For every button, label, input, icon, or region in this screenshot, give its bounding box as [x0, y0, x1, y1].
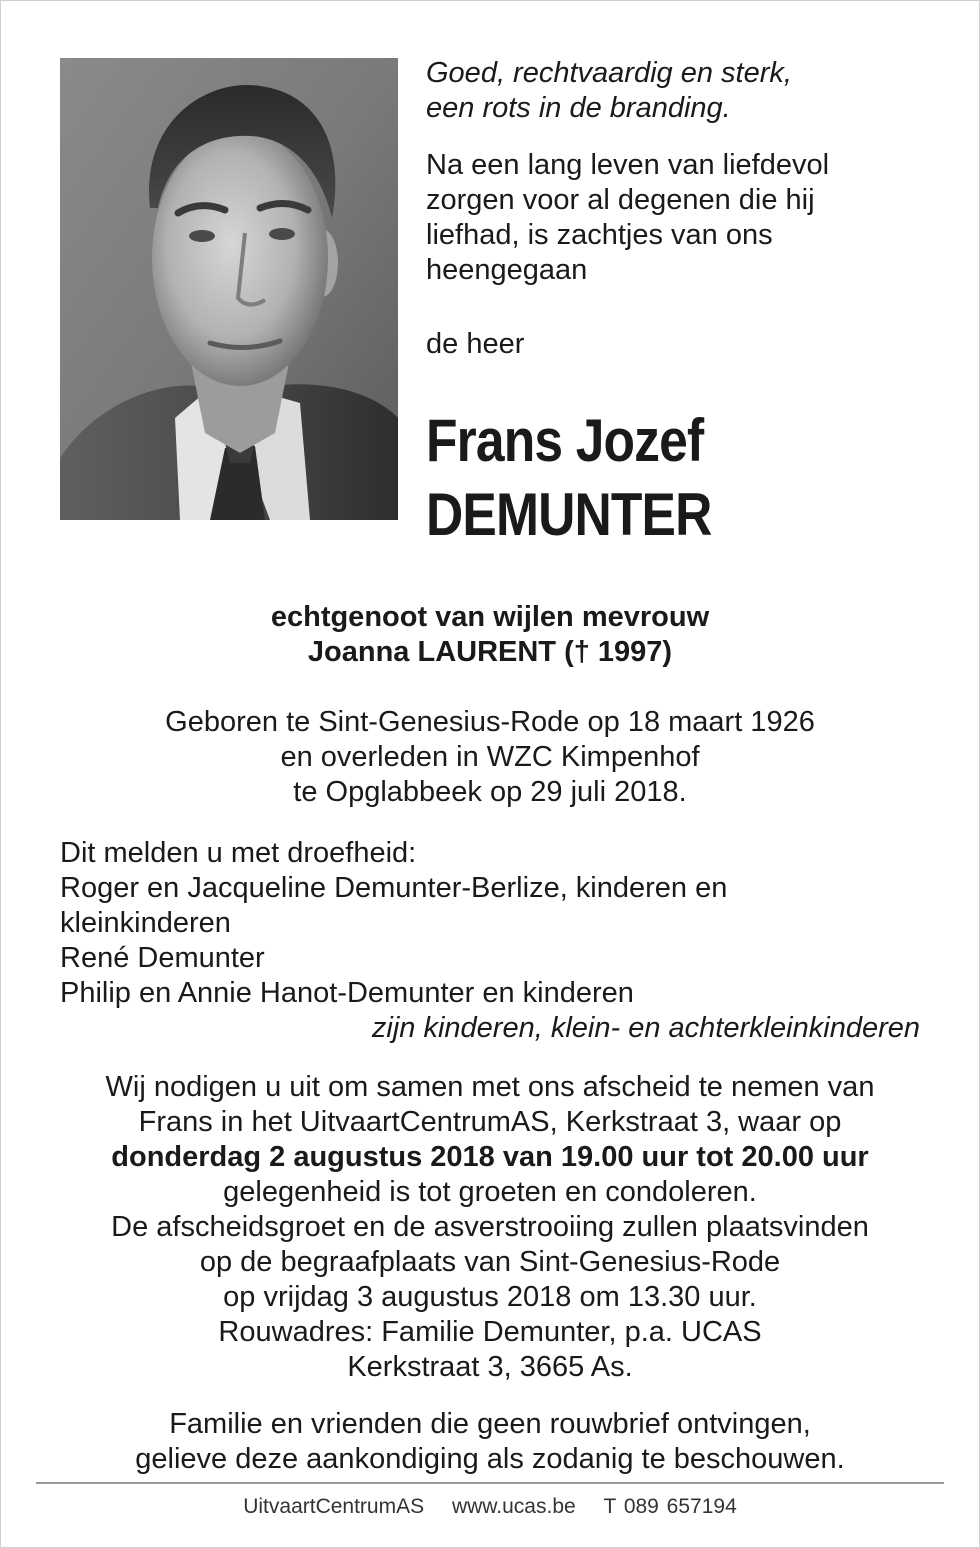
- intro-line: liefhad, is zachtjes van ons: [426, 219, 773, 251]
- footer-company: UitvaartCentrumAS: [243, 1495, 425, 1518]
- visitation-time: donderdag 2 augustus 2018 van 19.00 uur tot 20.00 uur: [111, 1141, 869, 1173]
- family-member: René Demunter: [60, 942, 265, 974]
- footer-website[interactable]: www.ucas.be: [451, 1495, 576, 1518]
- quote-line: Goed, rechtvaardig en sterk,: [426, 57, 792, 89]
- quote-line: een rots in de branding.: [426, 92, 731, 124]
- closing-line: Familie en vrienden die geen rouwbrief ontvingen,: [169, 1408, 811, 1440]
- invitation: [40, 1070, 940, 1385]
- family-heading: Dit melden u met droefheid:: [60, 837, 417, 869]
- closing-note: [40, 1407, 940, 1477]
- intro-line: zorgen voor al degenen die hij: [426, 184, 815, 216]
- mourning-address: Kerkstraat 3, 3665 As.: [347, 1351, 633, 1383]
- deceased-name: [426, 404, 856, 552]
- footer-divider: [36, 1482, 944, 1484]
- dates-line: te Opglabbeek op 29 juli 2018.: [293, 776, 687, 808]
- portrait-photo: [60, 58, 398, 520]
- invitation-line: op de begraafplaats van Sint-Genesius-Rode: [199, 1246, 781, 1278]
- invitation-line: gelegenheid is tot groeten en condoleren.: [223, 1176, 757, 1208]
- footer-phone: T 089 657194: [603, 1495, 737, 1518]
- invitation-line: Frans in het UitvaartCentrumAS, Kerkstraat 3, waar op: [138, 1106, 842, 1138]
- dates-line: Geboren te Sint-Genesius-Rode op 18 maart 1926: [165, 706, 815, 738]
- invitation-line: Wij nodigen u uit om samen met ons afscheid te nemen van: [105, 1071, 875, 1103]
- birth-death-dates: [40, 705, 940, 810]
- mourning-address: Rouwadres: Familie Demunter, p.a. UCAS: [218, 1316, 762, 1348]
- quote: [426, 56, 926, 126]
- family-member: Philip en Annie Hanot-Demunter en kinderen: [60, 977, 634, 1009]
- invitation-line: op vrijdag 3 augustus 2018 om 13.30 uur.: [223, 1281, 757, 1313]
- closing-line: gelieve deze aankondiging als zodanig te beschouwen.: [135, 1443, 845, 1475]
- family-signature: zijn kinderen, klein- en achterkleinkinderen: [371, 1012, 920, 1044]
- intro-line: Na een lang leven van liefdevol: [426, 149, 830, 181]
- family-member: kleinkinderen: [60, 907, 231, 939]
- spouse-line: Joanna LAURENT († 1997): [307, 636, 673, 668]
- intro-text: [426, 148, 926, 288]
- family-member: Roger en Jacqueline Demunter-Berlize, kinderen en: [60, 872, 728, 904]
- invitation-line: De afscheidsgroet en de asverstrooiing zullen plaatsvinden: [111, 1211, 869, 1243]
- spouse-line: echtgenoot van wijlen mevrouw: [270, 601, 710, 633]
- spouse-info: [40, 600, 940, 670]
- dates-line: en overleden in WZC Kimpenhof: [280, 741, 700, 773]
- intro-line: heengegaan: [426, 254, 588, 286]
- family-announcement: [60, 836, 920, 1046]
- footer: [0, 1494, 980, 1520]
- honorific: de heer: [426, 328, 525, 360]
- last-name: DEMUNTER: [426, 481, 712, 548]
- first-names: Frans Jozef: [426, 407, 704, 474]
